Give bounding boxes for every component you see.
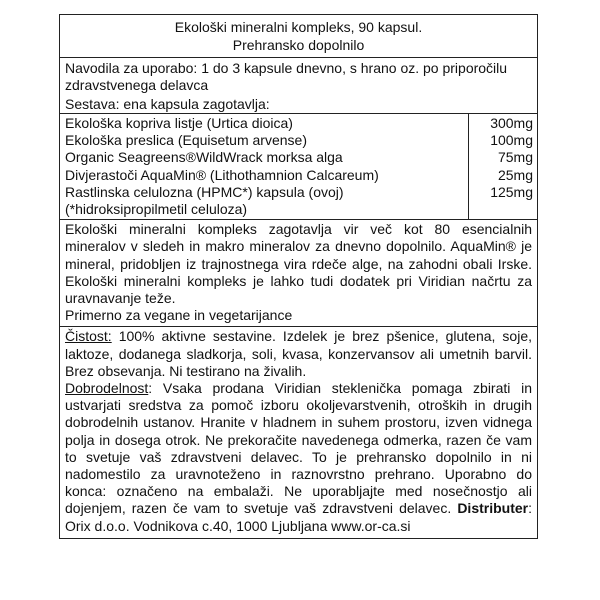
supplement-label bbox=[59, 14, 538, 539]
vegan-note: Primerno za vegane in vegetarijance bbox=[65, 307, 293, 324]
label-title bbox=[60, 15, 537, 58]
usage-instructions: Navodila za uporabo: 1 do 3 kapsule dnevno, s hrano oz. po priporočilu zdravstvenega delavca bbox=[65, 60, 508, 93]
ingredients-table bbox=[60, 114, 537, 219]
ingredient-dose: 100mg bbox=[490, 132, 533, 149]
description-section bbox=[60, 220, 537, 327]
ingredient-name: Ekološka kopriva listje (Urtica dioica) bbox=[65, 115, 293, 131]
composition-section bbox=[60, 58, 537, 220]
ingredient-doses bbox=[469, 114, 537, 219]
ingredient-names bbox=[60, 114, 469, 219]
ingredient-dose: 125mg bbox=[490, 183, 533, 200]
ingredient-dose: 25mg bbox=[497, 166, 533, 183]
ingredient-name: Rastlinska celulozna (HPMC*) kapsula (ovoj) bbox=[65, 183, 344, 200]
product-type: Prehransko dopolnilo bbox=[232, 37, 365, 53]
ingredient-dose: 300mg bbox=[490, 115, 533, 131]
product-name: Ekološki mineralni kompleks, 90 kapsul. bbox=[174, 19, 423, 35]
ingredient-name: (*hidroksipropilmetil celuloza) bbox=[65, 201, 248, 218]
distributor-text: : Orix d.o.o. Vodnikova c.40, 1000 Ljubljana www.or-ca.si bbox=[65, 500, 532, 534]
purity-label: Čistost: bbox=[65, 328, 112, 345]
charity-label: Dobrodelnost bbox=[65, 380, 149, 397]
charity-text: : Vsaka prodana Viridian steklenička pomaga zbirati in ustvarjati sredstva za pomoč izboru okoljevarstvenih, otroških in drugih dobrodelnih ustanov. Hranite v hladnem in suhem prostoru, izven vidnega polja in dosega otrok. Ne prekoračite navedenega odmerka, razen če vam to svetuje vaš zdravstveni delavec. To je prehransko dopolnilo in ni nadomestilo za uravnoteženo in raznovrstno prehrano. Uporabno do konca: označeno na embalaži. Ne uporabljajte med nosečnostjo ali dojenjem, razen če vam to svetuje vaš zdravstveni delavec. bbox=[65, 380, 532, 517]
distributor-label: Distributer bbox=[457, 500, 529, 517]
ingredient-name: Divjerastoči AquaMin® (Lithothamnion Calcareum) bbox=[65, 166, 379, 183]
composition-header: Sestava: ena kapsula zagotavlja: bbox=[60, 96, 537, 114]
purity-text: 100% aktivne sestavine. Izdelek je brez pšenice, glutena, soje, laktoze, dodanega sladkorja, soli, kvasa, konzervansov ali umetnih barvil. Brez obsevanja. Ni testirano na živalih. bbox=[65, 328, 532, 379]
ingredient-name: Ekološka preslica (Equisetum arvense) bbox=[65, 132, 307, 149]
ingredient-dose: 75mg bbox=[497, 149, 533, 166]
ingredient-name: Organic Seagreens®WildWrack morksa alga bbox=[65, 149, 343, 166]
description-text: Ekološki mineralni kompleks zagotavlja vir več kot 80 esencialnih mineralov v sledeh in makro mineralov za dnevno dopolnilo. AquaMin® je mineral, pridobljen iz trajnostnega vira rdeče alge, na zahodni obali Irske. Ekološki mineralni kompleks je lahko tudi dodatek pri Viridian načrtu za uravnavanje teže. bbox=[65, 221, 532, 307]
footer-section bbox=[60, 327, 537, 537]
